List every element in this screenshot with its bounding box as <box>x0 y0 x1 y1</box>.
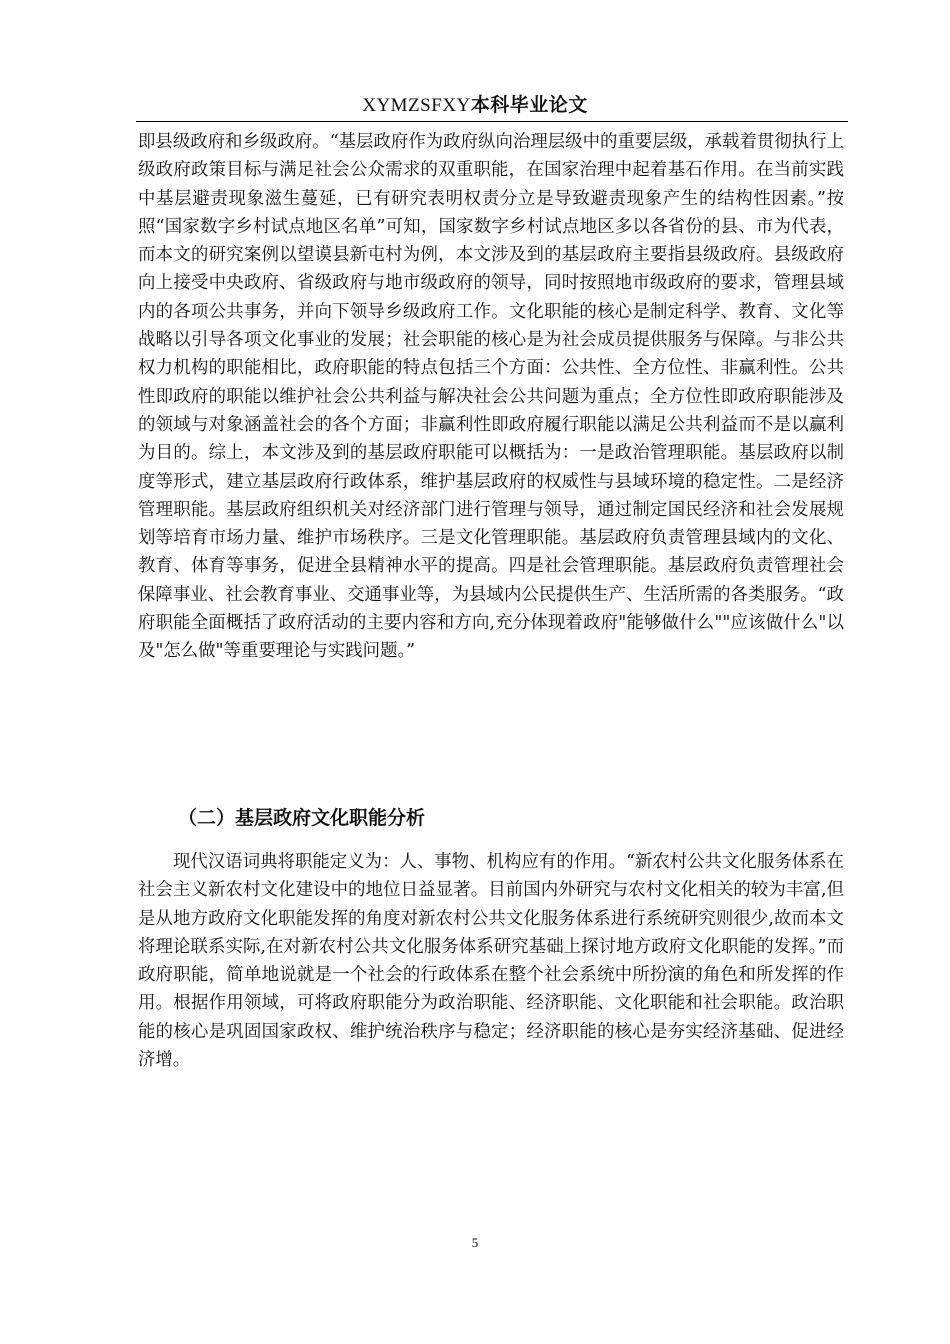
header-title-latin: XYMZSFXY <box>362 95 471 116</box>
body-paragraph-1: 即县级政府和乡级政府。“基层政府作为政府纵向治理层级中的重要层级，承载着贯彻执行上级政府政策目标与满足社会公众需求的双重职能，在国家治理中起着基石作用。在当前实践中基层避责现象滋生蔓延，已有研究表明权责分立是导致避责现象产生的结构性因素。”按照“国家数字乡村试点地区名单”可知，国家数字乡村试点地区多以各省份的县、市为代表，而本文的研究案例以望谟县新屯村为例，本文涉及到的基层政府主要指县级政府。县级政府向上接受中央政府、省级政府与地市级政府的领导，同时按照地市级政府的要求，管理县域内的各项公共事务，并向下领导乡级政府工作。文化职能的核心是制定科学、教育、文化等战略以引导各项文化事业的发展；社会职能的核心是为社会成员提供服务与保障。与非公共权力机构的职能相比，政府职能的特点包括三个方面：公共性、全方位性、非赢利性。公共性即政府的职能以维护社会公共利益与解决社会公共问题为重点；全方位性即政府职能涉及的领域与对象涵盖社会的各个方面；非赢利性即政府履行职能以满足公共利益而不是以赢利为目的。综上，本文涉及到的基层政府职能可以概括为：一是政治管理职能。基层政府以制度等形式，建立基层政府行政体系，维护基层政府的权威性与县域环境的稳定性。二是经济管理职能。基层政府组织机关对经济部门进行管理与领导，通过制定国民经济和社会发展规划等培育市场力量、维护市场秩序。三是文化管理职能。基层政府负责管理县域内的文化、教育、体育等事务，促进全县精神水平的提高。四是社会管理职能。基层政府负责管理社会保障事业、社会教育事业、交通事业等，为县域内公民提供生产、生活所需的各类服务。“政府职能全面概括了政府活动的主要内容和方向,充分体现着政府"能够做什么""应该做什么"以及"怎么做"等重要理论与实践问题。” <box>138 132 844 662</box>
section-heading: （二）基层政府文化职能分析 <box>178 807 426 829</box>
section-paragraph: 现代汉语词典将职能定义为：人、事物、机构应有的作用。“新农村公共文化服务体系在社会主义新农村文化建设中的地位日益显著。目前国内外研究与农村文化相关的较为丰富,但是从地方政府文化职能发挥的角度对新农村公共文化服务体系进行系统研究则很少,故而本文将理论联系实际,在对新农村公共文化服务体系研究基础上探讨地方政府文化职能的发挥。”而政府职能，简单地说就是一个社会的行政体系在整个社会系统中所扮演的角色和所发挥的作用。根据作用领域，可将政府职能分为政治职能、经济职能、文化职能和社会职能。政治职能的核心是巩固国家政权、维护统治秩序与稳定；经济职能的核心是夯实经济基础、促进经济增。 <box>138 852 844 1071</box>
running-header <box>0 92 950 119</box>
header-title-cjk: 本科毕业论文 <box>470 94 588 116</box>
header-rule <box>136 121 848 122</box>
page-number: 5 <box>471 1235 479 1250</box>
